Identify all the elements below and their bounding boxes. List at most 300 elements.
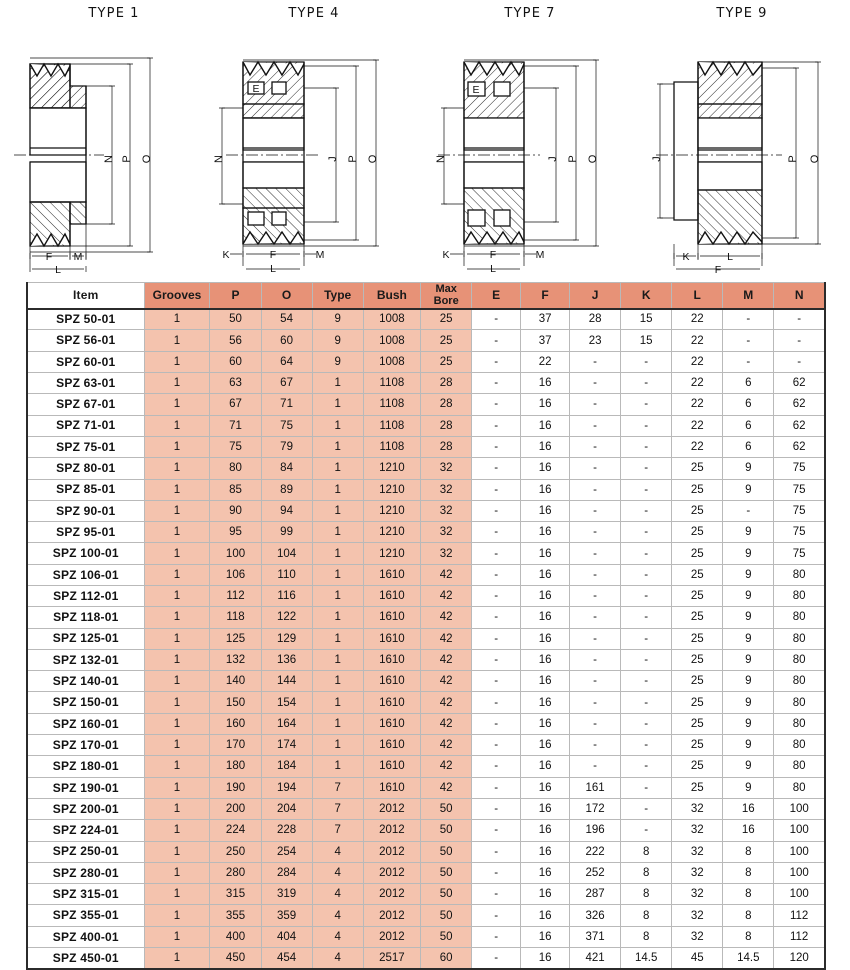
cell-grooves: 1 <box>144 522 210 543</box>
cell-e: - <box>472 948 521 969</box>
cell-k: - <box>621 564 672 585</box>
cell-o: 129 <box>261 628 312 649</box>
cell-n: 75 <box>774 458 825 479</box>
cell-m: 9 <box>723 564 774 585</box>
figure-type-4-label-F: F <box>269 249 277 261</box>
cell-k: - <box>621 777 672 798</box>
figure-type-9-label-F: F <box>714 264 722 276</box>
cell-max-bore: 50 <box>421 820 472 841</box>
cell-e: - <box>472 373 521 394</box>
cell-type: 1 <box>312 458 363 479</box>
cell-type: 4 <box>312 862 363 883</box>
cell-p: 132 <box>210 649 261 670</box>
table-row <box>27 692 825 713</box>
figure-type-1 <box>8 0 220 276</box>
cell-f: 16 <box>521 735 570 756</box>
cell-item: SPZ 250-01 <box>27 841 144 862</box>
cell-p: 170 <box>210 735 261 756</box>
cell-m: 8 <box>723 926 774 947</box>
cell-item: SPZ 60-01 <box>27 351 144 372</box>
cell-item: SPZ 90-01 <box>27 500 144 521</box>
cell-bush: 1008 <box>363 330 420 351</box>
cell-e: - <box>472 862 521 883</box>
cell-max-bore: 50 <box>421 798 472 819</box>
cell-k: - <box>621 436 672 457</box>
table-row <box>27 351 825 372</box>
table-row <box>27 798 825 819</box>
cell-n: - <box>774 330 825 351</box>
column-header-j: J <box>570 283 621 309</box>
cell-j: - <box>570 649 621 670</box>
cell-j: 23 <box>570 330 621 351</box>
cell-j: - <box>570 564 621 585</box>
cell-n: 80 <box>774 564 825 585</box>
cell-k: - <box>621 671 672 692</box>
cell-bush: 2012 <box>363 905 420 926</box>
cell-max-bore: 28 <box>421 394 472 415</box>
cell-l: 32 <box>672 926 723 947</box>
table-row <box>27 585 825 606</box>
cell-k: 14.5 <box>621 948 672 969</box>
cell-o: 359 <box>261 905 312 926</box>
cell-p: 450 <box>210 948 261 969</box>
column-header-k: K <box>621 283 672 309</box>
cell-l: 22 <box>672 309 723 330</box>
cell-bush: 1108 <box>363 394 420 415</box>
cell-bush: 2012 <box>363 841 420 862</box>
cell-l: 25 <box>672 713 723 734</box>
cell-m: 9 <box>723 543 774 564</box>
cell-k: 8 <box>621 841 672 862</box>
cell-max-bore: 42 <box>421 756 472 777</box>
cell-n: 100 <box>774 884 825 905</box>
cell-l: 25 <box>672 777 723 798</box>
cell-j: - <box>570 585 621 606</box>
cell-grooves: 1 <box>144 841 210 862</box>
cell-type: 4 <box>312 884 363 905</box>
cell-l: 22 <box>672 436 723 457</box>
cell-e: - <box>472 351 521 372</box>
table-row <box>27 607 825 628</box>
pulley-drawings-strip <box>0 0 850 276</box>
cell-o: 116 <box>261 585 312 606</box>
cell-item: SPZ 200-01 <box>27 798 144 819</box>
cell-type: 9 <box>312 330 363 351</box>
cell-bush: 1108 <box>363 373 420 394</box>
column-header-bush: Bush <box>363 283 420 309</box>
cell-l: 25 <box>672 500 723 521</box>
cell-p: 250 <box>210 841 261 862</box>
cell-grooves: 1 <box>144 394 210 415</box>
cell-max-bore: 50 <box>421 926 472 947</box>
cell-o: 110 <box>261 564 312 585</box>
cell-m: 6 <box>723 436 774 457</box>
figure-type-7-label-P: P <box>567 155 579 163</box>
cell-k: 15 <box>621 330 672 351</box>
column-header-e: E <box>472 283 521 309</box>
cell-p: 50 <box>210 309 261 330</box>
cell-f: 16 <box>521 415 570 436</box>
cell-grooves: 1 <box>144 735 210 756</box>
cell-type: 1 <box>312 373 363 394</box>
cell-max-bore: 50 <box>421 841 472 862</box>
cell-item: SPZ 95-01 <box>27 522 144 543</box>
table-row <box>27 458 825 479</box>
cell-m: 9 <box>723 607 774 628</box>
cell-grooves: 1 <box>144 671 210 692</box>
cell-j: - <box>570 735 621 756</box>
cell-e: - <box>472 479 521 500</box>
table-row <box>27 436 825 457</box>
cell-j: 326 <box>570 905 621 926</box>
cell-e: - <box>472 905 521 926</box>
cell-o: 228 <box>261 820 312 841</box>
cell-bush: 2012 <box>363 926 420 947</box>
cell-max-bore: 32 <box>421 500 472 521</box>
cell-e: - <box>472 926 521 947</box>
cell-n: 62 <box>774 415 825 436</box>
figure-type-7-label-K: K <box>442 249 450 261</box>
cell-grooves: 1 <box>144 777 210 798</box>
cell-max-bore: 50 <box>421 905 472 926</box>
cell-bush: 1210 <box>363 458 420 479</box>
cell-p: 63 <box>210 373 261 394</box>
cell-grooves: 1 <box>144 458 210 479</box>
cell-n: 62 <box>774 394 825 415</box>
cell-j: - <box>570 415 621 436</box>
cell-p: 160 <box>210 713 261 734</box>
cell-bush: 1610 <box>363 671 420 692</box>
cell-o: 194 <box>261 777 312 798</box>
cell-max-bore: 25 <box>421 330 472 351</box>
table-row <box>27 649 825 670</box>
cell-o: 404 <box>261 926 312 947</box>
cell-type: 1 <box>312 500 363 521</box>
cell-bush: 1610 <box>363 649 420 670</box>
cell-j: 252 <box>570 862 621 883</box>
cell-bush: 2012 <box>363 862 420 883</box>
cell-k: - <box>621 373 672 394</box>
cell-n: 80 <box>774 735 825 756</box>
cell-item: SPZ 160-01 <box>27 713 144 734</box>
cell-f: 37 <box>521 330 570 351</box>
cell-m: 9 <box>723 479 774 500</box>
column-header-m: M <box>723 283 774 309</box>
cell-max-bore: 42 <box>421 713 472 734</box>
cell-item: SPZ 140-01 <box>27 671 144 692</box>
cell-grooves: 1 <box>144 373 210 394</box>
cell-n: 80 <box>774 607 825 628</box>
cell-o: 75 <box>261 415 312 436</box>
cell-bush: 1108 <box>363 415 420 436</box>
cell-e: - <box>472 756 521 777</box>
cell-j: - <box>570 458 621 479</box>
cell-type: 1 <box>312 756 363 777</box>
cell-e: - <box>472 692 521 713</box>
cell-m: 8 <box>723 841 774 862</box>
table-row <box>27 756 825 777</box>
cell-e: - <box>472 649 521 670</box>
cell-bush: 1008 <box>363 351 420 372</box>
cell-p: 355 <box>210 905 261 926</box>
cell-m: 9 <box>723 713 774 734</box>
figure-type-7-label-M: M <box>535 249 545 261</box>
cell-e: - <box>472 458 521 479</box>
table-row <box>27 543 825 564</box>
cell-max-bore: 32 <box>421 522 472 543</box>
cell-l: 22 <box>672 351 723 372</box>
cell-f: 16 <box>521 798 570 819</box>
cell-max-bore: 42 <box>421 777 472 798</box>
cell-n: 120 <box>774 948 825 969</box>
cell-o: 71 <box>261 394 312 415</box>
cell-o: 54 <box>261 309 312 330</box>
cell-o: 136 <box>261 649 312 670</box>
cell-type: 1 <box>312 585 363 606</box>
cell-grooves: 1 <box>144 905 210 926</box>
cell-max-bore: 25 <box>421 309 472 330</box>
cell-item: SPZ 125-01 <box>27 628 144 649</box>
cell-m: 14.5 <box>723 948 774 969</box>
cell-e: - <box>472 607 521 628</box>
cell-type: 9 <box>312 309 363 330</box>
cell-m: 9 <box>723 777 774 798</box>
cell-n: 80 <box>774 777 825 798</box>
cell-bush: 2012 <box>363 884 420 905</box>
cell-m: 6 <box>723 373 774 394</box>
cell-type: 4 <box>312 905 363 926</box>
cell-j: 172 <box>570 798 621 819</box>
column-header-p: P <box>210 283 261 309</box>
figure-type-1-label-P: P <box>121 155 133 163</box>
cell-max-bore: 25 <box>421 351 472 372</box>
cell-e: - <box>472 841 521 862</box>
cell-o: 154 <box>261 692 312 713</box>
cell-grooves: 1 <box>144 820 210 841</box>
cell-l: 25 <box>672 458 723 479</box>
cell-j: 222 <box>570 841 621 862</box>
cell-l: 22 <box>672 394 723 415</box>
cell-e: - <box>472 436 521 457</box>
cell-m: 9 <box>723 756 774 777</box>
cell-j: - <box>570 522 621 543</box>
cell-e: - <box>472 522 521 543</box>
cell-o: 84 <box>261 458 312 479</box>
cell-f: 16 <box>521 479 570 500</box>
cell-item: SPZ 112-01 <box>27 585 144 606</box>
cell-n: 80 <box>774 628 825 649</box>
cell-j: 28 <box>570 309 621 330</box>
figure-type-1-label-M: M <box>73 251 83 263</box>
cell-item: SPZ 450-01 <box>27 948 144 969</box>
figure-type-4-label-M: M <box>315 249 325 261</box>
cell-f: 16 <box>521 692 570 713</box>
cell-l: 25 <box>672 649 723 670</box>
cell-o: 254 <box>261 841 312 862</box>
figure-type-7-label-F: F <box>489 249 497 261</box>
figure-type-1-label-L: L <box>55 264 61 276</box>
cell-grooves: 1 <box>144 436 210 457</box>
cell-n: 80 <box>774 671 825 692</box>
cell-j: 371 <box>570 926 621 947</box>
cell-bush: 2012 <box>363 820 420 841</box>
cell-grooves: 1 <box>144 479 210 500</box>
cell-p: 125 <box>210 628 261 649</box>
cell-grooves: 1 <box>144 862 210 883</box>
cell-k: - <box>621 351 672 372</box>
figure-type-4-label-N: N <box>213 155 225 163</box>
cell-o: 184 <box>261 756 312 777</box>
cell-o: 319 <box>261 884 312 905</box>
cell-j: 287 <box>570 884 621 905</box>
cell-bush: 1610 <box>363 756 420 777</box>
cell-l: 25 <box>672 735 723 756</box>
cell-n: 75 <box>774 543 825 564</box>
cell-type: 1 <box>312 479 363 500</box>
cell-j: - <box>570 713 621 734</box>
table-row <box>27 394 825 415</box>
cell-l: 25 <box>672 628 723 649</box>
cell-f: 16 <box>521 926 570 947</box>
cell-n: 112 <box>774 926 825 947</box>
cell-l: 22 <box>672 373 723 394</box>
cell-k: 8 <box>621 884 672 905</box>
cell-m: 9 <box>723 692 774 713</box>
cell-max-bore: 50 <box>421 862 472 883</box>
cell-p: 224 <box>210 820 261 841</box>
cell-j: - <box>570 351 621 372</box>
cell-k: - <box>621 479 672 500</box>
cell-k: 8 <box>621 862 672 883</box>
cell-grooves: 1 <box>144 692 210 713</box>
cell-grooves: 1 <box>144 756 210 777</box>
cell-m: 6 <box>723 415 774 436</box>
figure-type-4 <box>208 0 420 275</box>
cell-p: 100 <box>210 543 261 564</box>
cell-j: 196 <box>570 820 621 841</box>
cell-k: - <box>621 628 672 649</box>
cell-type: 1 <box>312 543 363 564</box>
cell-type: 1 <box>312 522 363 543</box>
cell-p: 280 <box>210 862 261 883</box>
cell-bush: 1610 <box>363 628 420 649</box>
table-row <box>27 479 825 500</box>
cell-n: 100 <box>774 862 825 883</box>
figure-type-4-drawing <box>208 22 420 275</box>
cell-type: 1 <box>312 735 363 756</box>
cell-l: 32 <box>672 820 723 841</box>
cell-k: - <box>621 543 672 564</box>
figure-type-7-drawing <box>424 22 636 275</box>
cell-n: 80 <box>774 649 825 670</box>
cell-f: 16 <box>521 948 570 969</box>
cell-max-bore: 42 <box>421 607 472 628</box>
table-body <box>27 309 825 969</box>
cell-max-bore: 60 <box>421 948 472 969</box>
column-header-max-bore: Max Bore <box>421 283 472 309</box>
cell-o: 122 <box>261 607 312 628</box>
cell-f: 16 <box>521 628 570 649</box>
cell-max-bore: 42 <box>421 671 472 692</box>
cell-max-bore: 32 <box>421 458 472 479</box>
column-header-grooves: Grooves <box>144 283 210 309</box>
cell-max-bore: 28 <box>421 436 472 457</box>
cell-e: - <box>472 735 521 756</box>
cell-bush: 1610 <box>363 692 420 713</box>
cell-k: - <box>621 522 672 543</box>
figure-type-7-label-J: J <box>547 156 559 162</box>
cell-e: - <box>472 330 521 351</box>
cell-p: 315 <box>210 884 261 905</box>
cell-n: 75 <box>774 522 825 543</box>
cell-k: - <box>621 692 672 713</box>
cell-l: 25 <box>672 692 723 713</box>
table-row <box>27 522 825 543</box>
cell-j: - <box>570 543 621 564</box>
cell-type: 1 <box>312 564 363 585</box>
figure-type-9-label-K: K <box>682 251 690 263</box>
cell-m: 8 <box>723 884 774 905</box>
cell-p: 67 <box>210 394 261 415</box>
table-row <box>27 926 825 947</box>
cell-item: SPZ 190-01 <box>27 777 144 798</box>
cell-o: 174 <box>261 735 312 756</box>
cell-j: - <box>570 500 621 521</box>
cell-f: 16 <box>521 777 570 798</box>
column-header-f: F <box>521 283 570 309</box>
cell-j: - <box>570 756 621 777</box>
figure-type-9-label-L: L <box>727 251 733 263</box>
cell-type: 7 <box>312 777 363 798</box>
cell-type: 1 <box>312 713 363 734</box>
cell-item: SPZ 355-01 <box>27 905 144 926</box>
cell-f: 16 <box>521 394 570 415</box>
cell-grooves: 1 <box>144 564 210 585</box>
cell-l: 32 <box>672 798 723 819</box>
cell-item: SPZ 106-01 <box>27 564 144 585</box>
cell-grooves: 1 <box>144 926 210 947</box>
cell-e: - <box>472 820 521 841</box>
cell-l: 22 <box>672 330 723 351</box>
column-header-l: L <box>672 283 723 309</box>
figure-type-1-label-O: O <box>141 154 153 164</box>
cell-j: - <box>570 394 621 415</box>
table-header <box>27 283 825 309</box>
cell-l: 32 <box>672 841 723 862</box>
figure-type-9-label-J: J <box>651 156 663 162</box>
cell-f: 16 <box>521 564 570 585</box>
figure-type-4-label-P: P <box>347 155 359 163</box>
cell-bush: 1610 <box>363 607 420 628</box>
cell-n: - <box>774 309 825 330</box>
cell-item: SPZ 400-01 <box>27 926 144 947</box>
cell-m: 9 <box>723 671 774 692</box>
cell-e: - <box>472 777 521 798</box>
cell-item: SPZ 118-01 <box>27 607 144 628</box>
cell-f: 16 <box>521 905 570 926</box>
cell-k: - <box>621 607 672 628</box>
cell-l: 32 <box>672 884 723 905</box>
cell-e: - <box>472 500 521 521</box>
specification-table <box>26 282 826 970</box>
cell-e: - <box>472 415 521 436</box>
cell-f: 16 <box>521 756 570 777</box>
cell-type: 9 <box>312 351 363 372</box>
cell-item: SPZ 224-01 <box>27 820 144 841</box>
cell-item: SPZ 315-01 <box>27 884 144 905</box>
table-row <box>27 500 825 521</box>
cell-f: 16 <box>521 607 570 628</box>
